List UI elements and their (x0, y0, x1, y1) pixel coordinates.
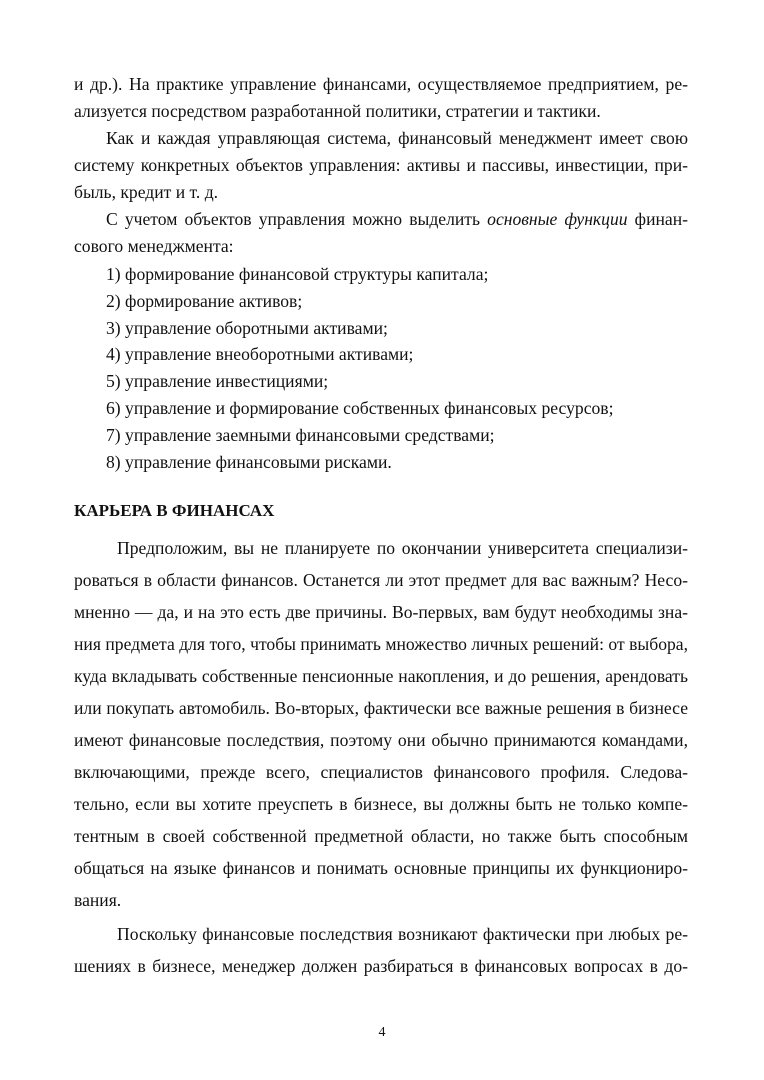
paragraph-4-line: имеют финансовые последствия, поэтому они обычно принимаются командами, (74, 730, 688, 750)
paragraph-3-text-start: С учетом объектов управления можно выделить (106, 209, 488, 229)
paragraph-4-line: вания. (74, 890, 122, 910)
paragraph-4-line: тентным в своей собственной предметной области, но также быть способным (74, 826, 688, 846)
paragraph-5-line: Поскольку финансовые последствия возникают фактически при любых ре- (117, 924, 688, 944)
list-item: 4) управление внеоборотными активами; (106, 344, 414, 364)
list-item: 6) управление и формирование собственных финансовых ресурсов; (106, 398, 614, 418)
paragraph-3-line-1 (106, 211, 688, 229)
paragraph-4-line: мненно — да, и на это есть две причины. Во-первых, вам будут необходимы зна- (74, 602, 688, 622)
paragraph-4-line: общаться на языке финансов и понимать основные принципы их функциониро- (74, 858, 688, 878)
paragraph-3-line-2: сового менеджмента: (74, 236, 234, 256)
paragraph-3-text-end: финан- (627, 209, 688, 229)
paragraph-1-line-1: и др.). На практике управление финансами, осуществляемое предприятием, ре- (74, 74, 688, 94)
list-item: 5) управление инвестициями; (106, 371, 329, 391)
key-term-main-functions: основные функции (487, 209, 628, 229)
list-item: 7) управление заемными финансовыми средствами; (106, 425, 495, 445)
paragraph-4-line: куда вкладывать собственные пенсионные накопления, и до решения, арендовать (74, 666, 688, 686)
page-number: 4 (378, 1025, 386, 1040)
paragraph-4-line: ния предмета для того, чтобы принимать множество личных решений: от выбора, (74, 634, 688, 654)
paragraph-5-line: шениях в бизнесе, менеджер должен разбираться в финансовых вопросах в до- (74, 956, 688, 976)
paragraph-4-line: включающими, прежде всего, специалистов финансового профиля. Следова- (74, 762, 688, 782)
paragraph-2-line-2: систему конкретных объектов управления: активы и пассивы, инвестиции, при- (74, 155, 688, 175)
list-item: 2) формирование активов; (106, 291, 303, 311)
paragraph-4-line: Предположим, вы не планируете по окончании университета специализи- (117, 538, 688, 558)
list-item: 1) формирование финансовой структуры капитала; (106, 264, 489, 284)
paragraph-4-line: роваться в области финансов. Останется ли этот предмет для вас важным? Несо- (74, 570, 688, 590)
paragraph-2-line-1: Как и каждая управляющая система, финансовый менеджмент имеет свою (106, 128, 688, 148)
list-item: 3) управление оборотными активами; (106, 318, 388, 338)
paragraph-1-line-2: ализуется посредством разработанной политики, стратегии и тактики. (74, 101, 601, 121)
paragraph-4-line: или покупать автомобиль. Во-вторых, фактически все важные решения в бизнесе (74, 698, 688, 718)
paragraph-4-line: тельно, если вы хотите преуспеть в бизнесе, вы должны быть не только компе- (74, 794, 688, 814)
section-heading: КАРЬЕРА В ФИНАНСАХ (74, 501, 275, 520)
paragraph-2-line-3: быль, кредит и т. д. (74, 182, 219, 202)
list-item: 8) управление финансовыми рисками. (106, 452, 392, 472)
